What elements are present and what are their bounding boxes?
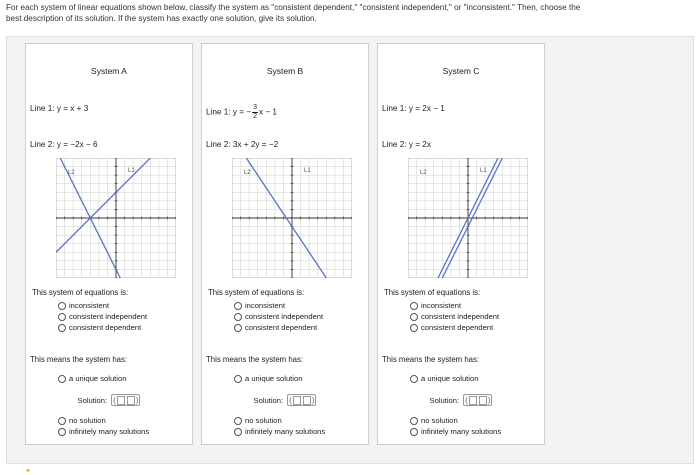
line-1-tag: L1 [128,168,135,174]
radio-icon[interactable] [234,417,242,425]
line-label: Line 2: [30,140,55,149]
option-label: consistent dependent [69,323,142,332]
fraction [252,104,258,121]
option-consistent-independent[interactable] [234,312,323,321]
line-label: Line 2: [206,140,231,149]
option-consistent-dependent[interactable] [410,323,493,332]
option-label: a unique solution [69,374,127,383]
system-a-panel [25,43,193,445]
radio-icon[interactable] [58,313,66,321]
line-label: Line 1: [206,107,231,117]
solution-y-cell[interactable] [303,396,311,405]
option-unique-solution[interactable] [410,374,478,383]
line-2-tag: L2 [68,170,75,176]
radio-icon[interactable] [58,324,66,332]
system-title: System B [266,66,304,76]
marker-icon: ✦ [25,468,31,475]
radio-icon[interactable] [58,428,66,436]
system-b-line-2 [206,140,278,149]
system-b-line-1 [206,104,277,121]
system-a-line-1 [30,104,88,113]
option-label: a unique solution [245,374,303,383]
paren-icon: ( [113,395,116,405]
option-inconsistent[interactable] [410,301,461,310]
option-consistent-independent[interactable] [410,312,499,321]
solution-question: This means the system has: [206,355,304,364]
radio-icon[interactable] [58,302,66,310]
system-c-graph [408,158,528,278]
line-equation: y = 2x [408,140,431,149]
system-title: System A [91,66,127,76]
solution-x-cell[interactable] [293,396,301,405]
paren-icon: ) [487,395,491,405]
line-2-tag: L2 [244,170,251,176]
system-c-panel [377,43,545,445]
option-no-solution[interactable] [234,416,282,425]
paren-icon: ( [289,395,292,405]
system-c-line-2 [382,140,431,149]
option-label: inconsistent [245,301,286,310]
solution-entry [202,394,368,406]
solution-x-cell[interactable] [117,396,125,405]
option-infinite-solutions[interactable] [234,427,325,436]
option-label: no solution [245,416,282,425]
radio-icon[interactable] [234,324,242,332]
option-label: no solution [69,416,106,425]
solution-question: This means the system has: [382,355,480,364]
radio-icon[interactable] [410,375,418,383]
radio-icon[interactable] [58,417,66,425]
radio-icon[interactable] [234,313,242,321]
solution-input[interactable] [111,394,140,406]
option-label: infinitely many solutions [245,427,326,436]
radio-icon[interactable] [410,302,418,310]
paren-icon: ) [311,395,315,405]
radio-icon[interactable] [410,313,418,321]
option-label: consistent independent [421,312,500,321]
line-equation: y = −2x − 6 [56,140,98,149]
line-1-tag: L1 [304,168,311,174]
line-2-tag: L2 [420,170,427,176]
solution-entry [26,394,192,406]
solution-label: Solution: [77,395,108,405]
option-inconsistent[interactable] [58,301,109,310]
solution-label: Solution: [429,395,460,405]
solution-label: Solution: [253,395,284,405]
line-label: Line 1: [382,104,407,113]
option-label: inconsistent [69,301,110,310]
system-a-graph [56,158,176,278]
option-label: consistent dependent [245,323,318,332]
line-label: Line 1: [30,104,55,113]
paren-icon: ) [135,395,139,405]
fraction-numerator: 3 [253,104,257,111]
solution-input[interactable] [463,394,492,406]
solution-y-cell[interactable] [127,396,135,405]
classification-question: This system of equations is: [208,288,305,297]
radio-icon[interactable] [410,324,418,332]
option-unique-solution[interactable] [58,374,126,383]
instructions [6,3,696,24]
option-infinite-solutions[interactable] [58,427,149,436]
option-label: consistent independent [69,312,148,321]
classification-question: This system of equations is: [384,288,481,297]
line-equation-suffix: x − 1 [259,107,277,117]
line-equation-prefix: y = − [232,107,252,117]
option-label: consistent independent [245,312,324,321]
option-label: consistent dependent [421,323,494,332]
radio-icon[interactable] [58,375,66,383]
radio-icon[interactable] [234,302,242,310]
fraction-denominator: 2 [253,113,257,120]
option-label: inconsistent [421,301,462,310]
option-label: infinitely many solutions [421,427,502,436]
solution-entry [378,394,544,406]
option-label: no solution [421,416,458,425]
radio-icon[interactable] [234,428,242,436]
instructions-line-2: best description of its solution. If the system has exactly one solution, give its solution. [6,13,317,23]
option-unique-solution[interactable] [234,374,302,383]
classification-question: This system of equations is: [32,288,129,297]
solution-input[interactable] [287,394,316,406]
option-label: a unique solution [421,374,479,383]
option-consistent-independent[interactable] [58,312,147,321]
option-inconsistent[interactable] [234,301,285,310]
radio-icon[interactable] [410,428,418,436]
system-a-line-2 [30,140,98,149]
option-infinite-solutions[interactable] [410,427,501,436]
line-equation: y = x + 3 [56,104,89,113]
option-label: infinitely many solutions [69,427,150,436]
solution-x-cell[interactable] [469,396,477,405]
option-no-solution[interactable] [410,416,458,425]
system-b-panel [201,43,369,445]
option-consistent-dependent[interactable] [58,323,141,332]
option-no-solution[interactable] [58,416,106,425]
system-b-graph [232,158,352,278]
system-title: System C [442,66,480,76]
solution-y-cell[interactable] [479,396,487,405]
line-equation: 3x + 2y = −2 [232,140,279,149]
radio-icon[interactable] [234,375,242,383]
option-consistent-dependent[interactable] [234,323,317,332]
line-label: Line 2: [382,140,407,149]
instructions-line-1: For each system of linear equations shown below, classify the system as "consistent dependent," "consistent independent," or "inconsistent." Then, choose the [6,3,581,12]
solution-question: This means the system has: [30,355,128,364]
systems-container [6,36,694,475]
paren-icon: ( [465,395,468,405]
radio-icon[interactable] [410,417,418,425]
system-c-line-1 [382,104,445,113]
line-equation: y = 2x − 1 [408,104,445,113]
line-1-tag: L1 [480,168,487,174]
